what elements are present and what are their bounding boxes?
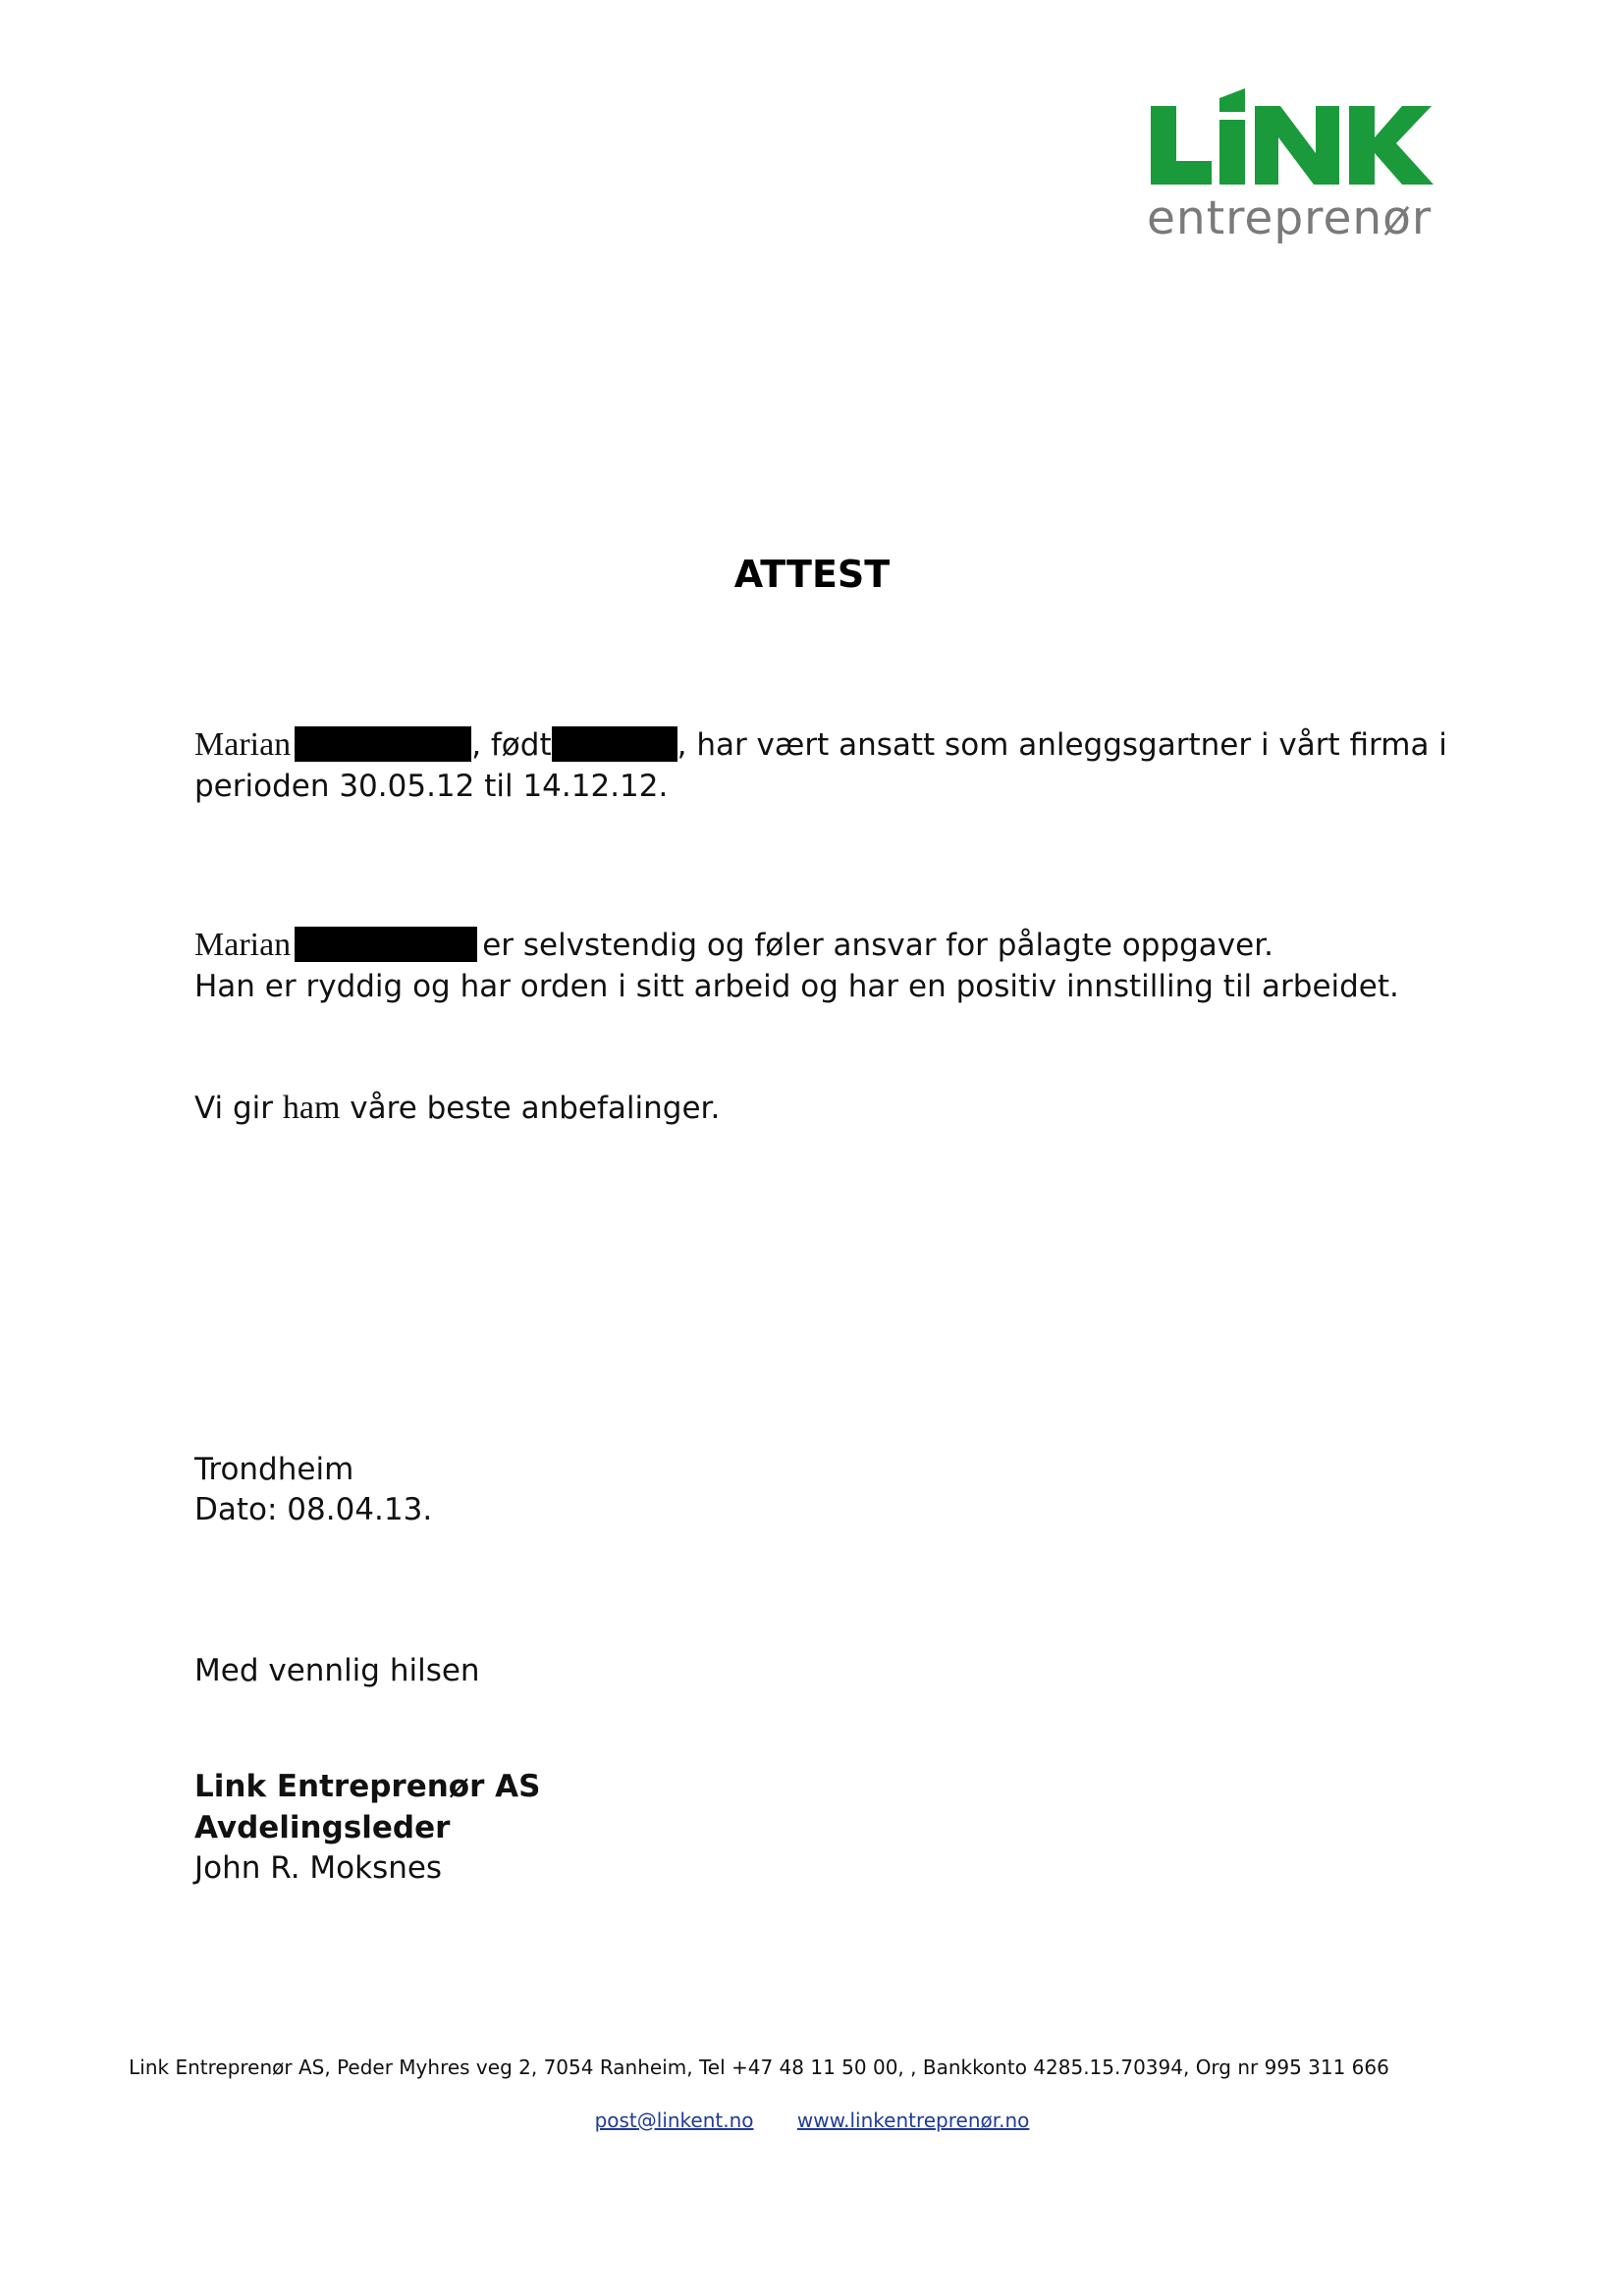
link-logo [1149, 77, 1434, 204]
email-link[interactable]: post@linkent.no [594, 2109, 754, 2132]
recommendation-end: våre beste anbefalinger. [350, 1091, 721, 1126]
paragraph-assessment [194, 925, 1273, 966]
recommendation-pronoun: ham [282, 1090, 341, 1126]
logo-letter-i [1219, 120, 1245, 185]
born-label: , født [471, 727, 552, 763]
redaction-surname [295, 726, 471, 762]
logo-i-dot [1219, 88, 1245, 112]
assessment-line-2: Han er ryddig og har orden i sitt arbeid og har en positiv innstilling til arbeidet. [194, 969, 1399, 1004]
employment-period: perioden 30.05.12 til 14.12.12. [194, 769, 669, 804]
signature-role: Avdelingsleder [194, 1810, 451, 1845]
logo-letter-l [1151, 106, 1212, 185]
logo-letter-k [1349, 106, 1434, 185]
footer-address: Link Entreprenør AS, Peder Myhres veg 2, 7054 Ranheim, Tel +47 48 11 50 00, , Bankkonto 4285.15.70394, Org nr 995 311 666 [129, 2056, 1389, 2079]
signature-name: John R. Moksnes [194, 1850, 443, 1886]
assessment-text: er selvstendig og føler ansvar for pålagte oppgaver. [482, 928, 1273, 963]
redaction-birthdate [552, 726, 677, 762]
recommendation [194, 1088, 720, 1129]
signature-company: Link Entreprenør AS [194, 1769, 541, 1804]
employee-first-name: Marian [194, 927, 292, 963]
closing: Med vennlig hilsen [194, 1653, 480, 1688]
paragraph-employment [194, 724, 1447, 766]
logo-letter-n [1255, 106, 1339, 185]
employee-first-name: Marian [194, 726, 292, 763]
document-title: ATTEST [733, 553, 891, 596]
place: Trondheim [194, 1452, 354, 1487]
footer-links [0, 2109, 1624, 2132]
recommendation-start: Vi gir [194, 1091, 274, 1126]
website-link[interactable]: www.linkentreprenør.no [796, 2109, 1030, 2132]
date: Dato: 08.04.13. [194, 1492, 433, 1527]
redaction-surname [295, 927, 477, 962]
logo-tagline: entreprenør [1147, 191, 1433, 245]
employment-text: , har vært ansatt som anleggsgartner i vårt firma i [677, 727, 1447, 763]
